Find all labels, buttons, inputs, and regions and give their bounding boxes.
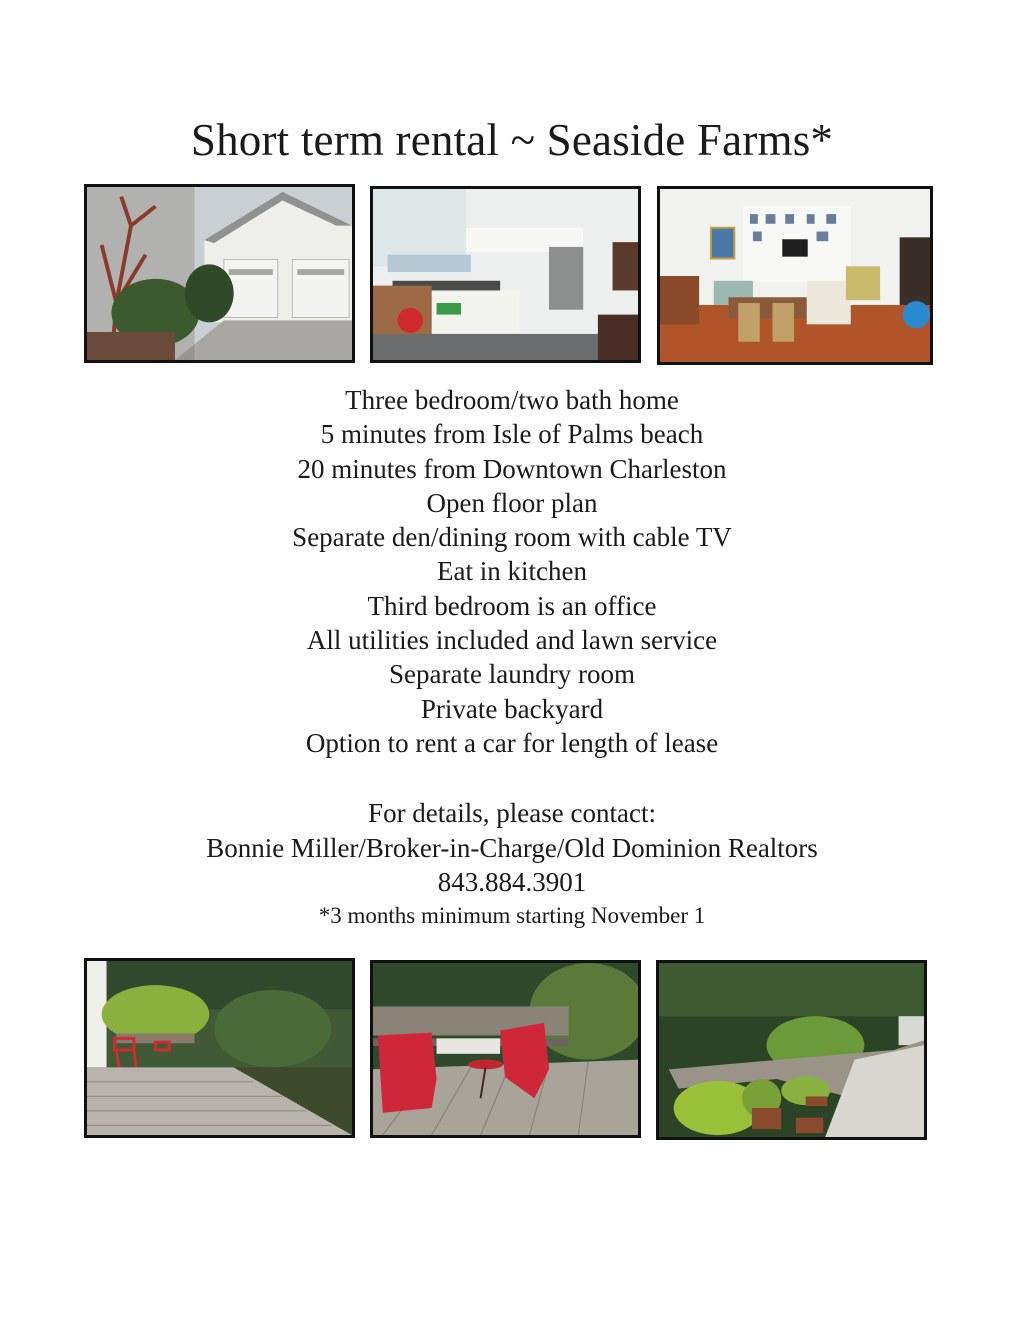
feature-item: Third bedroom is an office [367,590,657,621]
photo-garden-path [656,960,927,1140]
feature-item: Open floor plan [426,487,598,518]
feature-item: 5 minutes from Isle of Palms beach [320,419,704,450]
feature-item: Three bedroom/two bath home [345,385,679,415]
feature-item: All utilities included and lawn service [306,625,718,656]
photo-backyard-deck [84,958,355,1138]
photo-kitchen [370,186,641,363]
photo-deck-chairs [370,960,641,1138]
feature-item: Option to rent a car for length of lease [305,727,719,758]
photo-living-room [657,186,933,365]
contact-phone: 843.884.3901 [437,867,587,897]
contact-block [0,796,1024,932]
contact-agent: Bonnie Miller/Broker-in-Charge/Old Dominion Realtors [206,832,818,863]
feature-item: Separate den/dining room with cable TV [292,522,732,553]
feature-item: Separate laundry room [389,659,635,690]
features-list [0,383,1024,760]
page-title: Short term rental ~ Seaside Farms* [190,115,834,165]
feature-item: Eat in kitchen [437,556,587,587]
photo-garage-exterior [84,184,355,363]
feature-item: Private backyard [420,693,604,724]
lease-note: *3 months minimum starting November 1 [318,902,706,928]
feature-item: 20 minutes from Downtown Charleston [297,453,727,484]
contact-intro: For details, please contact: [368,798,656,828]
